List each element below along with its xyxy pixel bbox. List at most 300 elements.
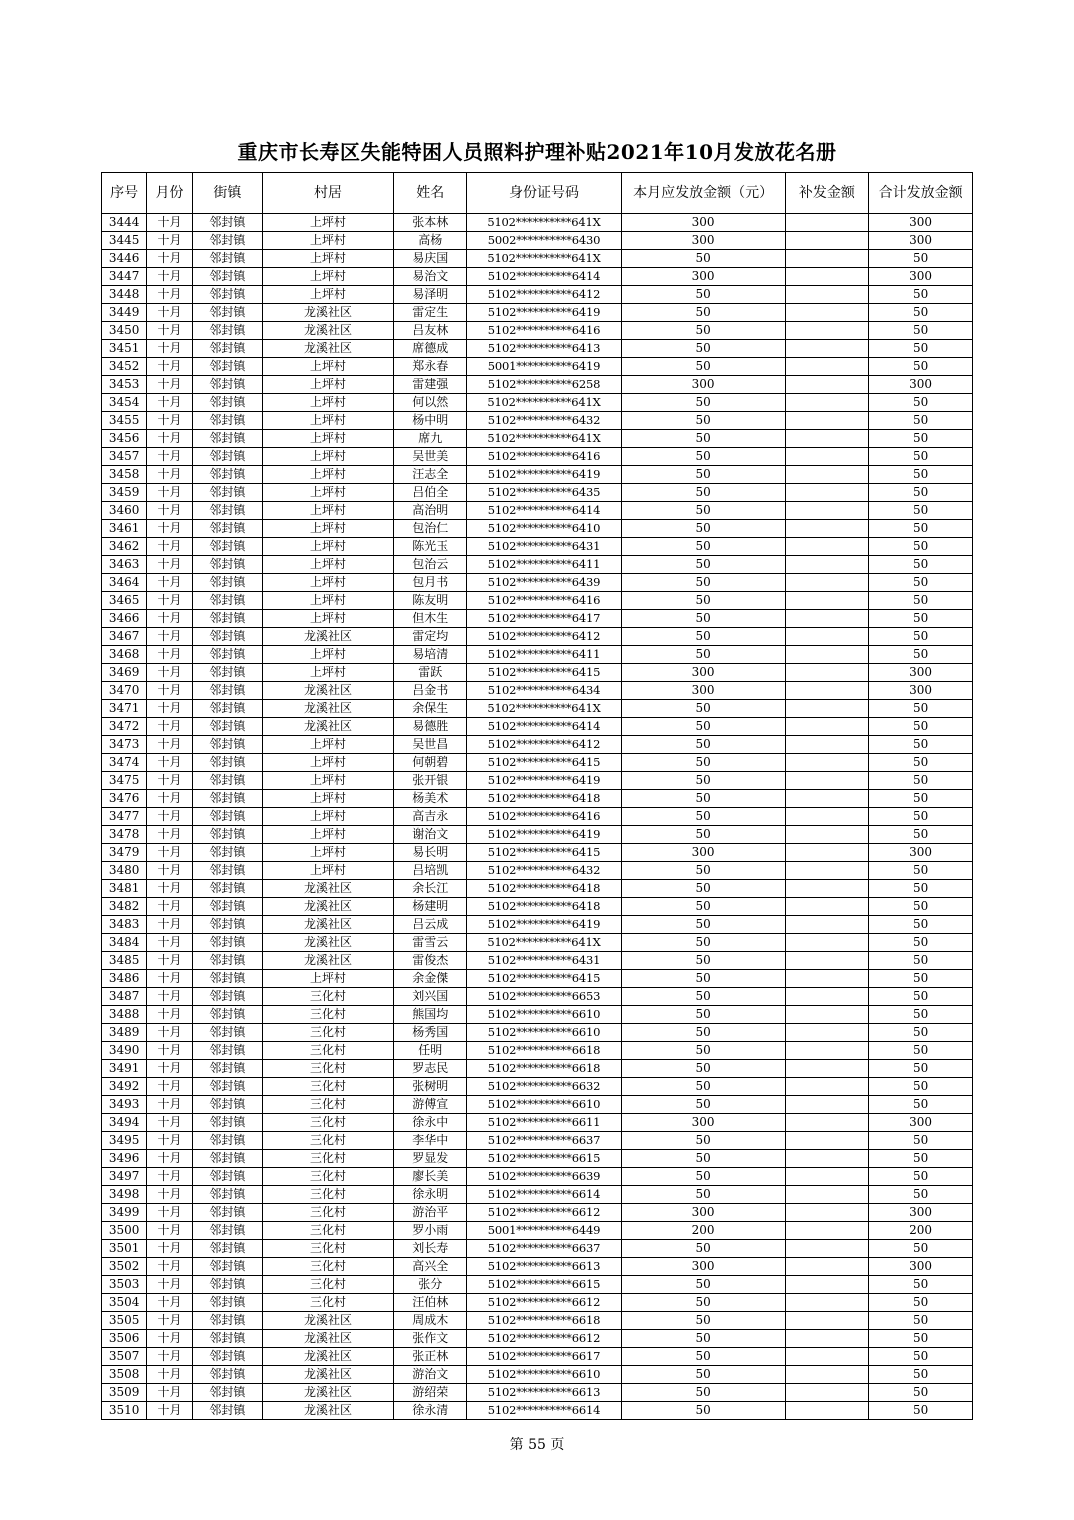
page-number: 第 55 页 [509,1437,565,1453]
cell-id: 5102**********6416 [467,808,621,826]
cell-street: 邻封镇 [192,1168,262,1186]
cell-village: 上坪村 [263,520,394,538]
cell-supplement [785,700,869,718]
cell-amount: 50 [621,286,785,304]
cell-name: 谢治文 [393,826,467,844]
cell-name: 雷定生 [393,304,467,322]
cell-name: 周成木 [393,1312,467,1330]
cell-amount: 50 [621,484,785,502]
cell-street: 邻封镇 [192,592,262,610]
cell-id: 5102**********6419 [467,826,621,844]
cell-total: 200 [869,1222,973,1240]
cell-month: 十月 [147,736,192,754]
cell-month: 十月 [147,988,192,1006]
cell-id: 5102**********6418 [467,898,621,916]
cell-amount: 300 [621,232,785,250]
cell-supplement [785,1078,869,1096]
cell-street: 邻封镇 [192,736,262,754]
cell-street: 邻封镇 [192,898,262,916]
cell-amount: 50 [621,1024,785,1042]
cell-amount: 300 [621,268,785,286]
cell-id: 5102**********6431 [467,538,621,556]
cell-supplement [785,718,869,736]
cell-name: 徐永中 [393,1114,467,1132]
cell-total: 50 [869,1024,973,1042]
cell-name: 吕伯全 [393,484,467,502]
cell-seq: 3490 [102,1042,147,1060]
table-row [102,1060,973,1078]
cell-name: 张树明 [393,1078,467,1096]
cell-name: 何朝碧 [393,754,467,772]
table-row [102,286,973,304]
cell-amount: 50 [621,1042,785,1060]
cell-supplement [785,448,869,466]
cell-name: 席德成 [393,340,467,358]
cell-village: 上坪村 [263,484,394,502]
cell-seq: 3447 [102,268,147,286]
cell-id: 5102**********641X [467,934,621,952]
cell-amount: 50 [621,988,785,1006]
cell-seq: 3458 [102,466,147,484]
cell-seq: 3465 [102,592,147,610]
cell-id: 5102**********641X [467,700,621,718]
cell-name: 余金傑 [393,970,467,988]
cell-village: 三化村 [263,1078,394,1096]
cell-street: 邻封镇 [192,880,262,898]
cell-name: 雷俊杰 [393,952,467,970]
cell-village: 上坪村 [263,574,394,592]
cell-id: 5102**********6419 [467,466,621,484]
table-row [102,754,973,772]
cell-amount: 50 [621,358,785,376]
cell-name: 雷雪云 [393,934,467,952]
cell-village: 龙溪社区 [263,340,394,358]
cell-street: 邻封镇 [192,610,262,628]
cell-seq: 3471 [102,700,147,718]
cell-id: 5102**********6417 [467,610,621,628]
cell-street: 邻封镇 [192,538,262,556]
cell-seq: 3445 [102,232,147,250]
cell-name: 罗志民 [393,1060,467,1078]
cell-name: 任明 [393,1042,467,1060]
cell-id: 5001**********6449 [467,1222,621,1240]
cell-street: 邻封镇 [192,394,262,412]
cell-total: 50 [869,1330,973,1348]
cell-seq: 3498 [102,1186,147,1204]
cell-supplement [785,1006,869,1024]
cell-total: 50 [869,826,973,844]
cell-name: 刘长寿 [393,1240,467,1258]
cell-village: 龙溪社区 [263,1402,394,1420]
cell-amount: 50 [621,538,785,556]
table-row [102,1222,973,1240]
cell-amount: 50 [621,430,785,448]
cell-street: 邻封镇 [192,322,262,340]
cell-id: 5102**********6610 [467,1366,621,1384]
cell-seq: 3456 [102,430,147,448]
cell-supplement [785,376,869,394]
cell-id: 5102**********6617 [467,1348,621,1366]
cell-amount: 50 [621,1294,785,1312]
cell-id: 5102**********6414 [467,502,621,520]
cell-total: 50 [869,1060,973,1078]
cell-id: 5102**********6439 [467,574,621,592]
cell-village: 上坪村 [263,970,394,988]
cell-month: 十月 [147,1276,192,1294]
cell-name: 余长江 [393,880,467,898]
cell-id: 5102**********6612 [467,1294,621,1312]
cell-street: 邻封镇 [192,700,262,718]
cell-total: 50 [869,718,973,736]
table-row [102,988,973,1006]
table-row [102,1366,973,1384]
cell-seq: 3479 [102,844,147,862]
cell-id: 5102**********6615 [467,1276,621,1294]
cell-supplement [785,1312,869,1330]
table-row [102,1312,973,1330]
cell-month: 十月 [147,502,192,520]
cell-month: 十月 [147,898,192,916]
cell-village: 龙溪社区 [263,916,394,934]
cell-street: 邻封镇 [192,1222,262,1240]
cell-village: 上坪村 [263,736,394,754]
cell-supplement [785,1276,869,1294]
cell-id: 5102**********6415 [467,754,621,772]
cell-name: 高吉永 [393,808,467,826]
cell-street: 邻封镇 [192,1150,262,1168]
cell-id: 5102**********6435 [467,484,621,502]
cell-street: 邻封镇 [192,304,262,322]
cell-total: 50 [869,502,973,520]
cell-supplement [785,1096,869,1114]
cell-id: 5102**********6416 [467,322,621,340]
table-row [102,736,973,754]
cell-village: 上坪村 [263,430,394,448]
cell-name: 杨秀国 [393,1024,467,1042]
cell-total: 50 [869,358,973,376]
cell-village: 上坪村 [263,232,394,250]
cell-seq: 3482 [102,898,147,916]
cell-seq: 3457 [102,448,147,466]
cell-village: 三化村 [263,1132,394,1150]
cell-name: 易泽明 [393,286,467,304]
table-row [102,322,973,340]
cell-seq: 3506 [102,1330,147,1348]
cell-seq: 3504 [102,1294,147,1312]
cell-id: 5102**********6434 [467,682,621,700]
cell-month: 十月 [147,466,192,484]
cell-month: 十月 [147,214,192,232]
cell-seq: 3499 [102,1204,147,1222]
cell-street: 邻封镇 [192,1096,262,1114]
cell-seq: 3492 [102,1078,147,1096]
cell-id: 5102**********6610 [467,1006,621,1024]
cell-id: 5102**********6412 [467,286,621,304]
table-row [102,268,973,286]
cell-id: 5102**********6614 [467,1186,621,1204]
cell-supplement [785,1024,869,1042]
table-row [102,628,973,646]
cell-amount: 50 [621,916,785,934]
cell-amount: 50 [621,610,785,628]
cell-total: 50 [869,1006,973,1024]
cell-street: 邻封镇 [192,1060,262,1078]
cell-id: 5102**********6416 [467,592,621,610]
table-row [102,412,973,430]
cell-amount: 300 [621,1258,785,1276]
table-row [102,826,973,844]
cell-supplement [785,970,869,988]
cell-seq: 3464 [102,574,147,592]
cell-month: 十月 [147,952,192,970]
table-row [102,376,973,394]
cell-seq: 3509 [102,1384,147,1402]
table-row [102,1204,973,1222]
cell-amount: 300 [621,1114,785,1132]
cell-total: 50 [869,466,973,484]
cell-street: 邻封镇 [192,1204,262,1222]
cell-village: 三化村 [263,1186,394,1204]
cell-month: 十月 [147,250,192,268]
cell-village: 上坪村 [263,250,394,268]
table-row [102,430,973,448]
cell-supplement [785,1132,869,1150]
cell-village: 三化村 [263,1222,394,1240]
cell-seq: 3473 [102,736,147,754]
cell-village: 上坪村 [263,808,394,826]
cell-seq: 3491 [102,1060,147,1078]
cell-village: 上坪村 [263,664,394,682]
table-row [102,1294,973,1312]
table-row [102,844,973,862]
cell-month: 十月 [147,1078,192,1096]
cell-month: 十月 [147,646,192,664]
table-row [102,1132,973,1150]
cell-village: 三化村 [263,1114,394,1132]
cell-amount: 50 [621,412,785,430]
cell-total: 300 [869,664,973,682]
cell-seq: 3485 [102,952,147,970]
cell-name: 何以然 [393,394,467,412]
cell-total: 50 [869,754,973,772]
cell-village: 三化村 [263,1060,394,1078]
cell-village: 三化村 [263,988,394,1006]
cell-street: 邻封镇 [192,340,262,358]
cell-seq: 3486 [102,970,147,988]
cell-street: 邻封镇 [192,1366,262,1384]
header-village: 村居 [263,173,394,214]
cell-amount: 50 [621,934,785,952]
cell-name: 杨中明 [393,412,467,430]
cell-village: 上坪村 [263,394,394,412]
cell-supplement [785,214,869,232]
cell-street: 邻封镇 [192,988,262,1006]
cell-name: 张正林 [393,1348,467,1366]
cell-amount: 50 [621,1186,785,1204]
cell-seq: 3453 [102,376,147,394]
cell-month: 十月 [147,1258,192,1276]
cell-name: 吴世昌 [393,736,467,754]
cell-month: 十月 [147,700,192,718]
cell-seq: 3501 [102,1240,147,1258]
cell-village: 上坪村 [263,844,394,862]
cell-total: 50 [869,250,973,268]
cell-name: 易培清 [393,646,467,664]
cell-seq: 3487 [102,988,147,1006]
cell-seq: 3462 [102,538,147,556]
cell-village: 龙溪社区 [263,934,394,952]
cell-id: 5102**********6411 [467,646,621,664]
cell-supplement [785,1204,869,1222]
cell-amount: 50 [621,1078,785,1096]
cell-street: 邻封镇 [192,1276,262,1294]
cell-supplement [785,304,869,322]
cell-amount: 50 [621,898,785,916]
cell-name: 吕友林 [393,322,467,340]
cell-month: 十月 [147,718,192,736]
cell-total: 50 [869,934,973,952]
table-row [102,1078,973,1096]
cell-id: 5102**********641X [467,214,621,232]
cell-month: 十月 [147,754,192,772]
cell-village: 龙溪社区 [263,952,394,970]
cell-supplement [785,1168,869,1186]
cell-id: 5102**********6613 [467,1258,621,1276]
cell-amount: 50 [621,574,785,592]
cell-id: 5102**********6610 [467,1024,621,1042]
cell-street: 邻封镇 [192,358,262,376]
cell-name: 李华中 [393,1132,467,1150]
cell-total: 50 [869,1384,973,1402]
cell-supplement [785,250,869,268]
cell-name: 徐永明 [393,1186,467,1204]
cell-street: 邻封镇 [192,1384,262,1402]
cell-village: 上坪村 [263,790,394,808]
cell-amount: 50 [621,520,785,538]
cell-street: 邻封镇 [192,970,262,988]
table-row [102,916,973,934]
cell-amount: 50 [621,1150,785,1168]
cell-id: 5102**********6618 [467,1312,621,1330]
cell-id: 5102**********6653 [467,988,621,1006]
cell-supplement [785,988,869,1006]
cell-amount: 50 [621,754,785,772]
cell-month: 十月 [147,1060,192,1078]
cell-total: 50 [869,1078,973,1096]
cell-total: 50 [869,304,973,322]
table-row [102,952,973,970]
cell-village: 龙溪社区 [263,304,394,322]
cell-name: 吕金书 [393,682,467,700]
cell-amount: 50 [621,628,785,646]
table-row [102,700,973,718]
cell-seq: 3450 [102,322,147,340]
cell-total: 50 [869,538,973,556]
cell-supplement [785,1402,869,1420]
cell-month: 十月 [147,1204,192,1222]
table-row [102,610,973,628]
cell-supplement [785,880,869,898]
table-row [102,790,973,808]
cell-village: 龙溪社区 [263,898,394,916]
cell-amount: 50 [621,808,785,826]
cell-seq: 3455 [102,412,147,430]
cell-seq: 3478 [102,826,147,844]
cell-amount: 50 [621,772,785,790]
cell-street: 邻封镇 [192,1402,262,1420]
cell-name: 雷建强 [393,376,467,394]
cell-month: 十月 [147,1348,192,1366]
cell-month: 十月 [147,772,192,790]
header-id: 身份证号码 [467,173,621,214]
cell-supplement [785,844,869,862]
table-row [102,862,973,880]
table-row [102,556,973,574]
cell-month: 十月 [147,1312,192,1330]
table-row [102,1186,973,1204]
cell-village: 三化村 [263,1150,394,1168]
cell-street: 邻封镇 [192,862,262,880]
cell-supplement [785,1330,869,1348]
cell-seq: 3463 [102,556,147,574]
cell-total: 50 [869,880,973,898]
table-row [102,772,973,790]
cell-street: 邻封镇 [192,466,262,484]
cell-month: 十月 [147,484,192,502]
cell-total: 50 [869,574,973,592]
table-row [102,1384,973,1402]
cell-supplement [785,412,869,430]
cell-village: 三化村 [263,1258,394,1276]
cell-month: 十月 [147,610,192,628]
cell-village: 龙溪社区 [263,1312,394,1330]
cell-seq: 3508 [102,1366,147,1384]
cell-seq: 3507 [102,1348,147,1366]
cell-amount: 50 [621,394,785,412]
cell-total: 50 [869,592,973,610]
cell-amount: 50 [621,1240,785,1258]
cell-total: 50 [869,790,973,808]
cell-total: 50 [869,772,973,790]
cell-name: 罗小雨 [393,1222,467,1240]
cell-month: 十月 [147,826,192,844]
cell-supplement [785,322,869,340]
cell-supplement [785,1114,869,1132]
cell-seq: 3489 [102,1024,147,1042]
cell-id: 5102**********6618 [467,1060,621,1078]
cell-supplement [785,520,869,538]
cell-name: 徐永清 [393,1402,467,1420]
cell-name: 易长明 [393,844,467,862]
table-row [102,592,973,610]
cell-seq: 3460 [102,502,147,520]
cell-supplement [785,610,869,628]
cell-seq: 3502 [102,1258,147,1276]
cell-supplement [785,340,869,358]
cell-id: 5102**********6610 [467,1096,621,1114]
cell-street: 邻封镇 [192,1132,262,1150]
cell-street: 邻封镇 [192,1312,262,1330]
cell-month: 十月 [147,556,192,574]
cell-seq: 3449 [102,304,147,322]
cell-name: 包月书 [393,574,467,592]
header-street: 街镇 [192,173,262,214]
cell-village: 龙溪社区 [263,1330,394,1348]
table-row [102,808,973,826]
cell-total: 50 [869,1402,973,1420]
cell-amount: 50 [621,1060,785,1078]
cell-total: 50 [869,1096,973,1114]
